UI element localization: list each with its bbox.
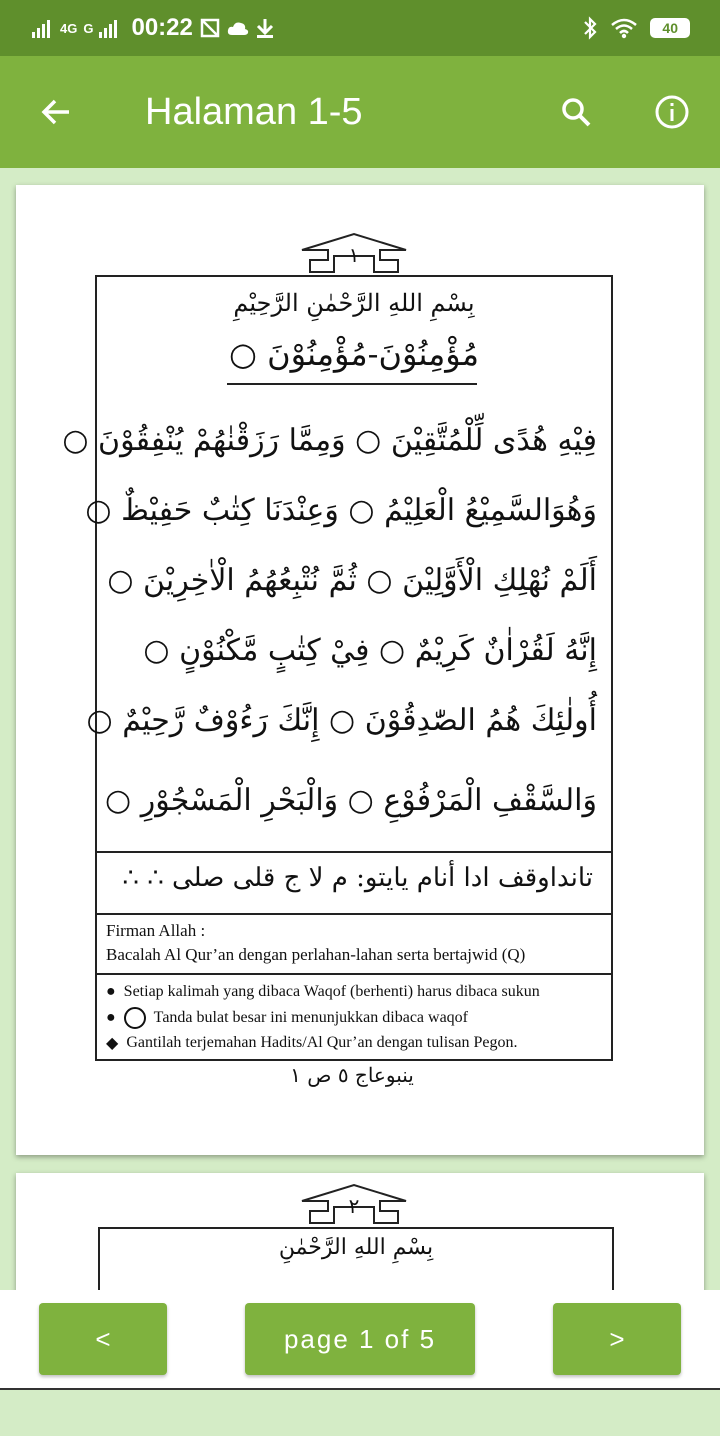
notes-divider xyxy=(97,973,611,975)
search-icon xyxy=(560,96,592,128)
note-item xyxy=(106,983,540,1001)
verse-line: أَلَمْ نُهْلِكِ الْأَوَّلِيْنَ ○ ثُمَّ نُتْبِعُهُمُ الْاٰخِرِيْنَ ○ xyxy=(107,563,597,598)
next-page-button[interactable]: > xyxy=(553,1303,681,1375)
note-text: Tanda bulat besar ini menunjukkan dibaca waqof xyxy=(153,1009,468,1026)
page-number: ١ xyxy=(348,243,360,267)
arrow-back-icon xyxy=(40,96,72,128)
info-button[interactable] xyxy=(644,84,700,140)
signal-icon-2 xyxy=(99,18,121,38)
battery-indicator: 40 xyxy=(650,18,690,38)
page-card-2 xyxy=(16,1173,704,1290)
info-icon xyxy=(654,94,690,130)
lesson-heading: مُؤْمِنُوْنَ-مُؤْمِنُوْنَ ○ xyxy=(229,335,479,373)
bacalah-text: Bacalah Al Qur’an dengan perlahan-lahan serta bertajwid (Q) xyxy=(106,945,526,964)
page-number-badge xyxy=(298,1183,410,1225)
note-item xyxy=(106,1007,468,1029)
heading-underline xyxy=(227,383,477,385)
app-bar xyxy=(0,56,720,168)
verse-line: وَهُوَالسَّمِيْعُ الْعَلِيْمُ ○ وَعِنْدَنَا كِتٰبٌ حَفِيْظٌ ○ xyxy=(85,493,597,528)
basmala: بِسْمِ اللهِ الرَّحْمٰنِ الرَّحِيْمِ xyxy=(233,289,475,317)
status-right xyxy=(582,12,690,44)
cloud-icon xyxy=(227,20,249,36)
text-frame xyxy=(98,1227,614,1290)
note-item xyxy=(106,1033,517,1053)
verse-line: وَالسَّقْفِ الْمَرْفُوْعِ ○ وَالْبَحْرِ الْمَسْجُوْرِ ○ xyxy=(105,783,597,818)
search-button[interactable] xyxy=(548,84,604,140)
page-navigation-bar xyxy=(0,1290,720,1390)
page-number-badge xyxy=(298,232,410,274)
signal-icon xyxy=(32,18,54,38)
bullet-dot-icon: ● xyxy=(106,1009,116,1026)
bottom-spacer xyxy=(0,1390,720,1436)
note-text: Gantilah terjemahan Hadits/Al Qur’an dengan tulisan Pegon. xyxy=(126,1034,518,1051)
note-text: Setiap kalimah yang dibaca Waqof (berhenti) harus dibaca sukun xyxy=(123,983,540,1000)
verse-line: إِنَّهُ لَقُرْاٰنٌ كَرِيْمٌ ○ فِيْ كِتٰبٍ مَّكْنُوْنٍ ○ xyxy=(143,633,597,668)
page-title: Halaman 1-5 xyxy=(145,91,363,133)
network-type-2: G xyxy=(83,20,94,36)
circle-icon xyxy=(124,1007,146,1029)
network-type: 4G xyxy=(60,20,78,36)
page-card-1 xyxy=(16,185,704,1155)
firman-label: Firman Allah : xyxy=(106,921,206,940)
wifi-icon xyxy=(610,17,638,39)
status-left xyxy=(32,12,275,44)
back-button[interactable] xyxy=(28,84,84,140)
text-frame xyxy=(62,275,613,1061)
page-footer: ينبوعاج ٥ ص ١ xyxy=(290,1063,414,1087)
bluetooth-icon xyxy=(582,16,598,40)
download-icon xyxy=(255,17,275,39)
waqf-signs-text: تانداوقف ادا أنام يايتو: م لا ج قلى صلى ∴ ∴ xyxy=(122,863,593,893)
waqf-signs-bar xyxy=(97,851,611,915)
previous-page-button[interactable]: < xyxy=(39,1303,167,1375)
verse-line: أُولٰئِكَ هُمُ الصّٰدِقُوْنَ ○ إِنَّكَ رَءُوْفٌ رَّحِيْمٌ ○ xyxy=(86,703,597,738)
diamond-icon: ◆ xyxy=(106,1035,119,1052)
status-bar xyxy=(0,0,720,56)
verse-line: فِيْهِ هُدًى لِّلْمُتَّقِيْنَ ○ وَمِمَّا رَزَقْنٰهُمْ يُنْفِقُوْنَ ○ xyxy=(62,423,597,458)
pdf-viewer[interactable] xyxy=(0,168,720,1290)
clock: 00:22 xyxy=(131,14,193,41)
screenshot-icon xyxy=(199,17,221,39)
basmala: بِسْمِ اللهِ الرَّحْمٰنِ xyxy=(278,1235,434,1260)
page-indicator-button[interactable]: page 1 of 5 xyxy=(245,1303,475,1375)
bullet-dot-icon: ● xyxy=(106,983,116,1000)
page-number: ٢ xyxy=(348,1194,360,1218)
